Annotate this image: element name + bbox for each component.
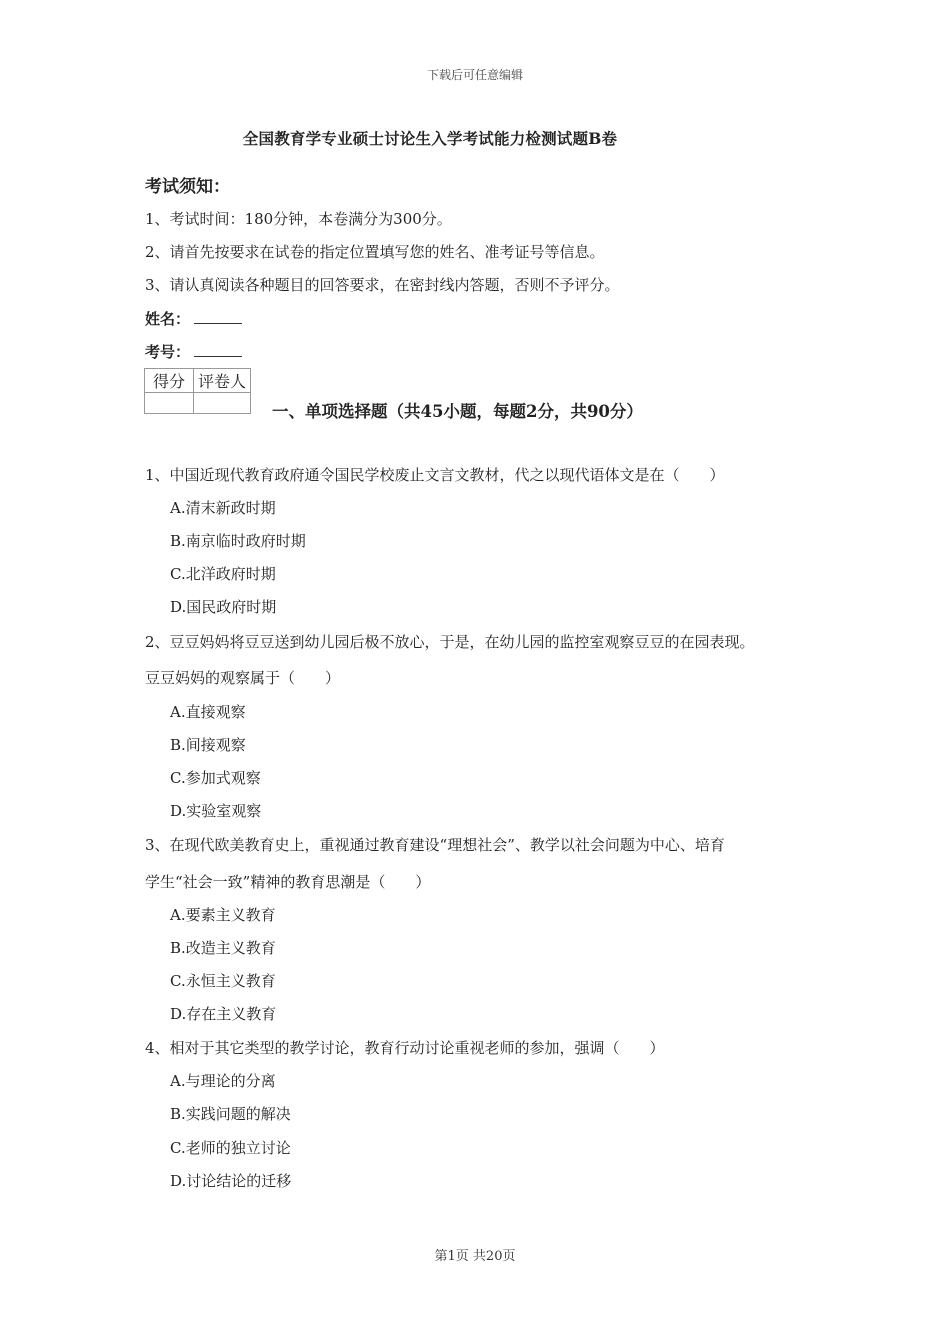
question-1-option-d: D.国民政府时期 [170,598,277,616]
exam-id-blank[interactable] [194,342,242,357]
question-3-option-a: A.要素主义教育 [170,906,276,924]
header-note: 下载后可任意编辑 [426,68,523,82]
question-3-option-b: B.改造主义教育 [170,939,276,957]
name-field [145,308,242,329]
question-3-text: 3、在现代欧美教育史上，重视通过教育建设“理想社会”、教学以社会问题为中心、培育 [145,836,725,854]
notice-item: 1、考试时间：180分钟，本卷满分为300分。 [145,210,452,228]
question-2-text: 2、豆豆妈妈将豆豆送到幼儿园后极不放心，于是，在幼儿园的监控室观察豆豆的在园表现。 [145,633,755,651]
question-3-option-d: D.存在主义教育 [170,1005,277,1023]
score-table [144,368,251,414]
notice-heading: 考试须知： [145,177,230,197]
score-cell[interactable] [145,393,194,414]
name-blank[interactable] [194,309,242,324]
question-1-option-b: B.南京临时政府时期 [170,532,306,550]
exam-id-field [145,341,242,362]
score-header: 得分 [145,369,194,393]
notice-item: 2、请首先按要求在试卷的指定位置填写您的姓名、准考证号等信息。 [145,243,605,261]
page-footer: 第1页 共20页 [434,1249,516,1264]
question-1-text: 1、中国近现代教育政府通令国民学校废止文言文教材，代之以现代语体文是在（ ） [145,466,725,484]
question-2-option-a: A.直接观察 [170,703,246,721]
question-4-option-d: D.讨论结论的迁移 [170,1172,292,1190]
question-2-option-d: D.实验室观察 [170,802,262,820]
grader-cell[interactable] [194,393,251,414]
grader-header: 评卷人 [194,369,251,393]
section-title: 一、单项选择题（共45小题，每题2分，共90分） [272,402,643,421]
question-2-option-c: C.参加式观察 [170,769,261,787]
name-label: 姓名： [145,310,191,328]
question-1-option-a: A.清末新政时期 [170,499,276,517]
question-4-text: 4、相对于其它类型的教学讨论，教育行动讨论重视老师的参加，强调（ ） [145,1039,665,1057]
question-4-option-c: C.老师的独立讨论 [170,1139,291,1157]
document-title: 全国教育学专业硕士讨论生入学考试能力检测试题B卷 [242,129,618,148]
question-1-option-c: C.北洋政府时期 [170,565,276,583]
question-2-option-b: B.间接观察 [170,736,246,754]
exam-id-label: 考号： [145,343,191,361]
question-3-option-c: C.永恒主义教育 [170,972,276,990]
question-4-option-b: B.实践问题的解决 [170,1105,291,1123]
question-3-text-cont: 学生“社会一致”精神的教育思潮是（ ） [145,873,431,891]
question-2-text-cont: 豆豆妈妈的观察属于（ ） [145,669,341,687]
question-4-option-a: A.与理论的分离 [170,1072,276,1090]
notice-item: 3、请认真阅读各种题目的回答要求，在密封线内答题，否则不予评分。 [145,276,620,294]
